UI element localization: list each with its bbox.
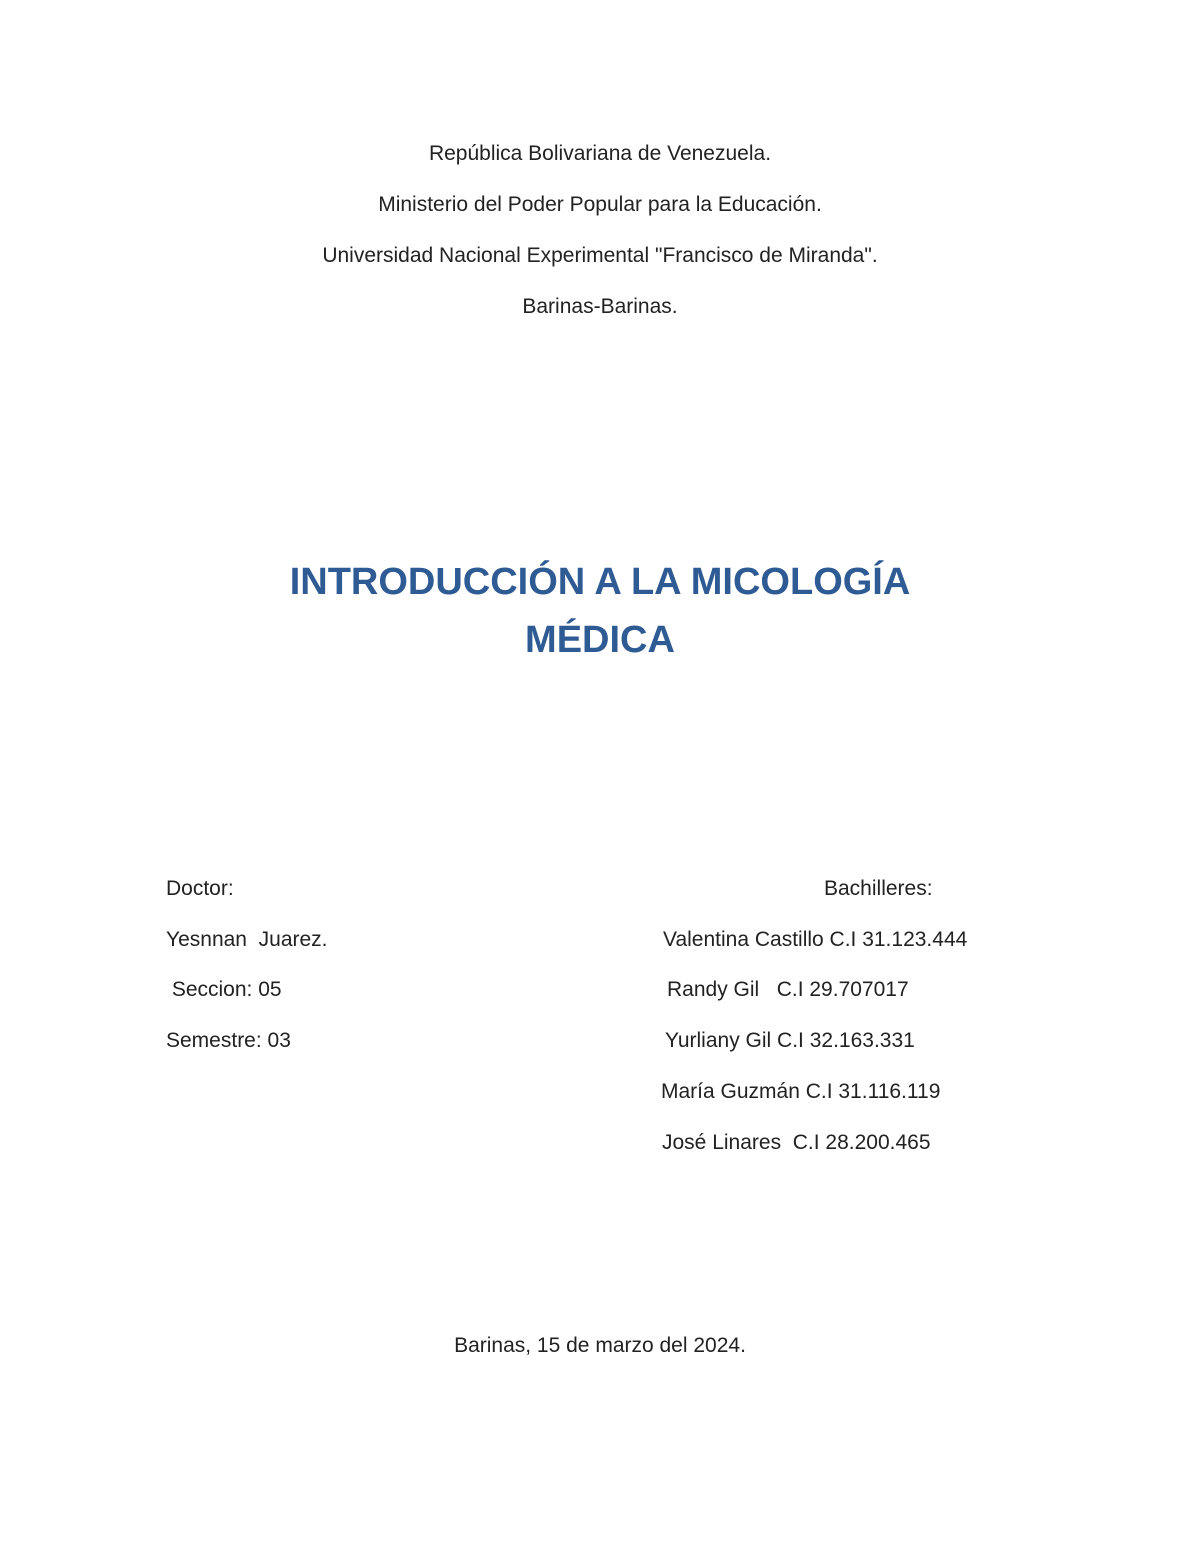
doctor-label: Doctor: xyxy=(166,877,234,900)
student-item: Valentina Castillo C.I 31.123.444 xyxy=(663,928,968,951)
header-university: Universidad Nacional Experimental "Francisco de Miranda". xyxy=(322,244,878,267)
student-item: Yurliany Gil C.I 32.163.331 xyxy=(665,1029,915,1052)
doctor-name: Yesnnan Juarez. xyxy=(166,928,328,951)
header-ministry: Ministerio del Poder Popular para la Educación. xyxy=(378,193,822,216)
header-republic: República Bolivariana de Venezuela. xyxy=(428,142,772,165)
footer-place-date: Barinas, 15 de marzo del 2024. xyxy=(454,1334,746,1357)
document-title-line-1: INTRODUCCIÓN A LA MICOLOGÍA xyxy=(289,561,911,603)
semester-info: Semestre: 03 xyxy=(166,1029,291,1052)
header-city: Barinas-Barinas. xyxy=(522,295,678,318)
section-info: Seccion: 05 xyxy=(166,978,282,1001)
students-label: Bachilleres: xyxy=(824,877,933,900)
document-title-line-2: MÉDICA xyxy=(525,619,675,661)
student-item: Randy Gil C.I 29.707017 xyxy=(667,978,909,1001)
student-item: José Linares C.I 28.200.465 xyxy=(662,1131,931,1154)
student-item: María Guzmán C.I 31.116.119 xyxy=(661,1080,941,1103)
